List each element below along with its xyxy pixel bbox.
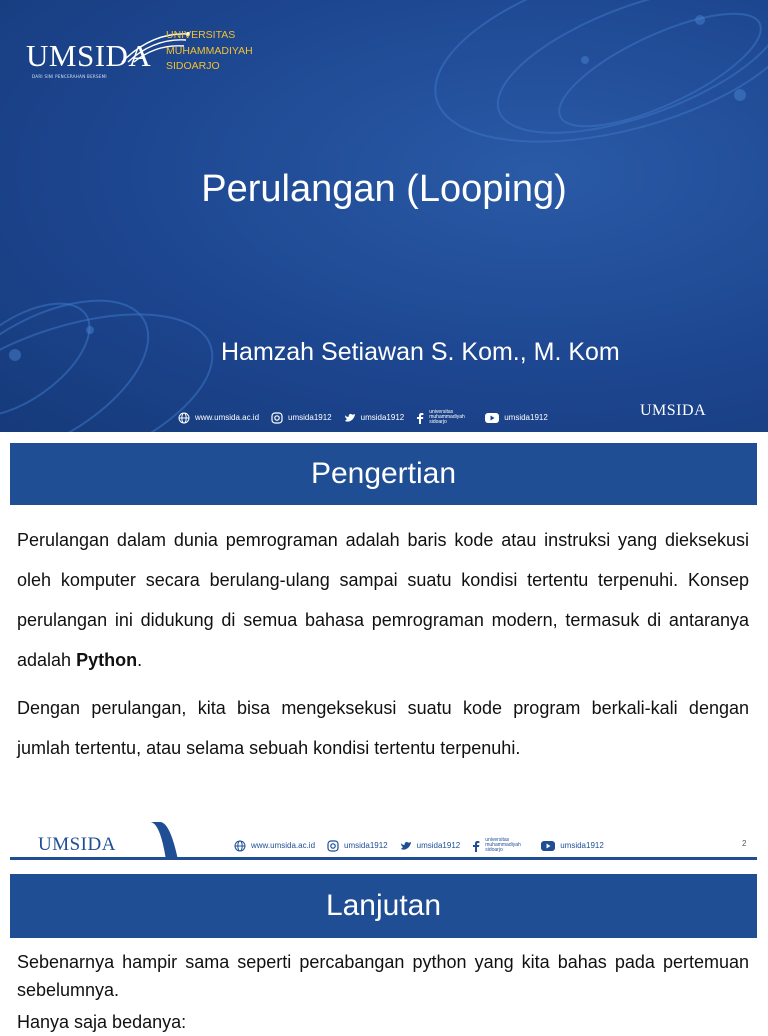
- website-link[interactable]: [234, 840, 315, 852]
- twitter-icon: [400, 841, 412, 851]
- twitter-text: umsida1912: [360, 413, 405, 422]
- website-text: www.umsida.ac.id: [251, 841, 316, 850]
- page-number: 2: [742, 839, 747, 848]
- instagram-text: umsida1912: [344, 841, 388, 850]
- university-line: MUHAMMADIYAH: [166, 44, 253, 57]
- facebook-icon: [416, 412, 424, 424]
- logo-tagline: DARI SINI PENCERAHAN BERSEMI: [32, 74, 107, 79]
- youtube-icon: [541, 841, 555, 851]
- facebook-icon: [472, 840, 480, 852]
- website-link[interactable]: [178, 412, 259, 424]
- facebook-line: universitas: [485, 837, 510, 843]
- continuation-paragraph: Sebenarnya hampir sama seperti percabangan python yang kita bahas pada pertemuan sebelumnya.: [17, 952, 749, 1000]
- facebook-line: muhammadiyah: [485, 842, 521, 848]
- instagram-link[interactable]: [271, 412, 332, 424]
- facebook-text: [485, 838, 529, 853]
- bold-keyword: Python: [76, 650, 138, 670]
- website-text: www.umsida.ac.id: [195, 413, 260, 422]
- university-name: [166, 28, 253, 75]
- section-header-bar: [10, 874, 757, 938]
- social-footer: [178, 410, 560, 425]
- university-line: UNIVERSITAS: [166, 29, 236, 41]
- section-heading: Pengertian: [310, 457, 457, 490]
- instagram-text: umsida1912: [288, 413, 332, 422]
- footer-logo: UMSIDA: [38, 834, 116, 855]
- twitter-icon: [344, 413, 356, 423]
- globe-icon: [234, 840, 246, 852]
- difference-intro: Hanya saja bedanya:: [17, 1012, 187, 1032]
- twitter-text: umsida1912: [416, 841, 461, 850]
- social-footer: [234, 838, 616, 853]
- loop-benefit-paragraph: Dengan perulangan, kita bisa mengeksekusi suatu kode program berkali-kali dengan jumlah tertentu, atau selama sebuah kondisi tertentu terpenuhi.: [17, 698, 749, 758]
- facebook-link[interactable]: [472, 838, 529, 853]
- section-heading: Lanjutan: [325, 889, 442, 922]
- paragraph-text: Perulangan dalam dunia pemrograman adalah baris kode atau instruksi yang dieksekusi oleh komputer secara berulang-ulang sampai suatu kondisi tertentu terpenuhi. Konsep perulangan ini didukung di semua bahasa pemrograman modern, termasuk di antaranya adalah: [17, 530, 749, 670]
- facebook-line: sidoarjo: [429, 419, 447, 425]
- facebook-line: universitas: [429, 409, 454, 415]
- youtube-text: umsida1912: [560, 841, 604, 850]
- definition-paragraph: [17, 520, 749, 680]
- youtube-icon: [485, 413, 499, 423]
- title-slide: [0, 0, 768, 432]
- instagram-icon: [271, 412, 283, 424]
- youtube-link[interactable]: [541, 841, 604, 851]
- youtube-link[interactable]: [485, 413, 548, 423]
- paragraph-end: .: [137, 650, 143, 670]
- footer-divider: [10, 857, 757, 860]
- instagram-icon: [327, 840, 339, 852]
- twitter-link[interactable]: [400, 841, 461, 851]
- globe-icon: [178, 412, 190, 424]
- youtube-text: umsida1912: [504, 413, 548, 422]
- slide-title: Perulangan (Looping): [201, 168, 567, 210]
- instagram-link[interactable]: [327, 840, 388, 852]
- facebook-line: sidoarjo: [485, 847, 503, 853]
- facebook-line: muhammadiyah: [429, 414, 465, 420]
- footer-logo: UMSIDA: [640, 402, 707, 419]
- university-line: SIDOARJO: [166, 60, 220, 72]
- section-header-bar: [10, 443, 757, 505]
- facebook-link[interactable]: [416, 410, 473, 425]
- twitter-link[interactable]: [344, 413, 405, 423]
- facebook-text: [429, 410, 473, 425]
- logo-text: UMSIDA: [26, 38, 152, 73]
- author-name: Hamzah Setiawan S. Kom., M. Kom: [221, 338, 620, 366]
